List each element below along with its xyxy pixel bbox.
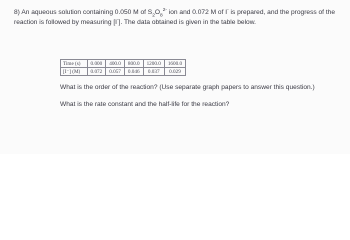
table-row-time <box>61 60 186 68</box>
persulfate-charge: 2- <box>162 7 167 13</box>
table-row-concentration <box>61 68 186 76</box>
question-reaction-order: What is the order of the reaction? (Use separate graph papers to answer this question.) <box>60 84 315 91</box>
time-cell: 1600.0 <box>164 60 185 68</box>
time-cell: 0.000 <box>87 60 106 68</box>
concentration-cell: 0.072 <box>87 68 106 76</box>
concentration-header-cell: [I⁻] (M) <box>61 68 88 76</box>
persulfate-subscript-s: 2 <box>152 13 155 19</box>
intro-text-part-c: is prepared, and the progress of the reaction is followed by measuring [I <box>14 9 335 26</box>
time-header-cell: Time (s) <box>61 60 88 68</box>
question-intro <box>14 8 344 27</box>
concentration-cell: 0.029 <box>164 68 185 76</box>
persulfate-subscript-o: 8 <box>160 13 163 19</box>
persulfate-oxygen: O <box>154 9 161 16</box>
intro-text-part-a: 8) An aqueous solution containing 0.050 M of S <box>14 9 153 16</box>
concentration-cell: 0.046 <box>124 68 143 76</box>
kinetics-data-table <box>60 59 186 76</box>
time-cell: 400.0 <box>106 60 125 68</box>
iodide-bracket-charge: - <box>117 17 119 23</box>
time-cell: 800.0 <box>124 60 143 68</box>
concentration-cell: 0.037 <box>143 68 164 76</box>
intro-text-part-d: ]. The data obtained is given in the table below. <box>118 18 256 26</box>
iodide-charge: - <box>227 7 229 13</box>
question-rate-constant: What is the rate constant and the half-life for the reaction? <box>60 101 230 108</box>
concentration-cell: 0.057 <box>106 68 125 76</box>
intro-text-part-b: ion and 0.072 M of I <box>166 9 228 16</box>
time-cell: 1200.0 <box>143 60 164 68</box>
